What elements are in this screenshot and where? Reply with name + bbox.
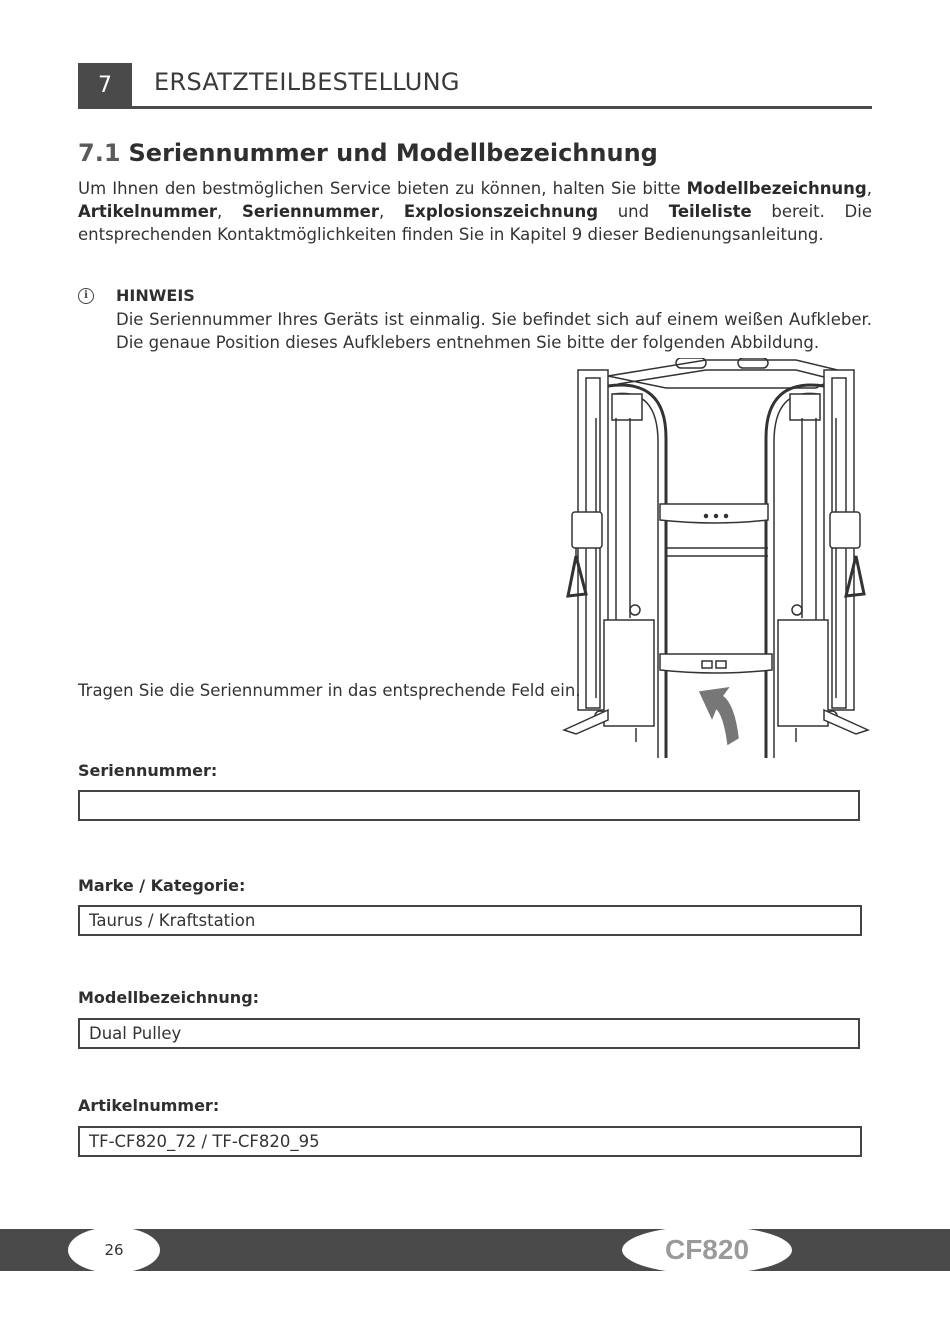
intro-bold-partslist: Teileliste <box>668 202 752 221</box>
machine-illustration <box>556 358 876 768</box>
intro-bold-article: Artikelnummer <box>78 202 218 221</box>
intro-text: , <box>217 202 242 221</box>
brand-field[interactable]: Taurus / Kraftstation <box>78 905 862 936</box>
info-icon: i <box>78 288 94 304</box>
intro-text: , <box>866 179 872 198</box>
intro-text: und <box>598 202 669 221</box>
note-text: Die Seriennummer Ihres Geräts ist einmalig. Sie befindet sich auf einem weißen Aufkleber. Die genaue Position dieses Aufklebers entnehmen Sie bitte der folgenden Abbildung. <box>116 310 872 352</box>
intro-bold-model: Modellbezeichnung <box>686 179 867 198</box>
fill-instruction: Tragen Sie die Seriennummer in das entsprechende Feld ein. <box>78 681 581 700</box>
intro-text: bereit. Die entsprechenden Kontaktmöglichkeiten finden Sie in Kapitel 9 dieser Bedienungsanleitung. <box>78 202 872 244</box>
intro-text: Um Ihnen den bestmöglichen Service bieten zu können, halten Sie bitte <box>78 179 687 198</box>
article-label: Artikelnummer: <box>78 1096 220 1115</box>
model-logo: CF820 <box>622 1226 792 1274</box>
model-label: Modellbezeichnung: <box>78 988 260 1007</box>
chapter-number: 7 <box>78 63 132 107</box>
note-title: HINWEIS <box>116 286 195 305</box>
intro-text: , <box>378 202 404 221</box>
serial-field[interactable] <box>78 790 860 821</box>
section-title: Seriennummer und Modellbezeichnung <box>128 139 658 167</box>
article-field[interactable]: TF-CF820_72 / TF-CF820_95 <box>78 1126 862 1157</box>
serial-label: Seriennummer: <box>78 761 218 780</box>
model-field[interactable]: Dual Pulley <box>78 1018 860 1049</box>
page-number: 26 <box>68 1227 160 1273</box>
brand-label: Marke / Kategorie: <box>78 876 246 895</box>
intro-paragraph <box>78 177 872 246</box>
chapter-divider <box>78 106 872 109</box>
section-number: 7.1 <box>78 139 121 167</box>
section-heading <box>78 139 658 167</box>
chapter-title: ERSATZTEILBESTELLUNG <box>154 68 460 96</box>
intro-bold-serial: Seriennummer <box>241 202 379 221</box>
intro-bold-explosion: Explosionszeichnung <box>403 202 599 221</box>
